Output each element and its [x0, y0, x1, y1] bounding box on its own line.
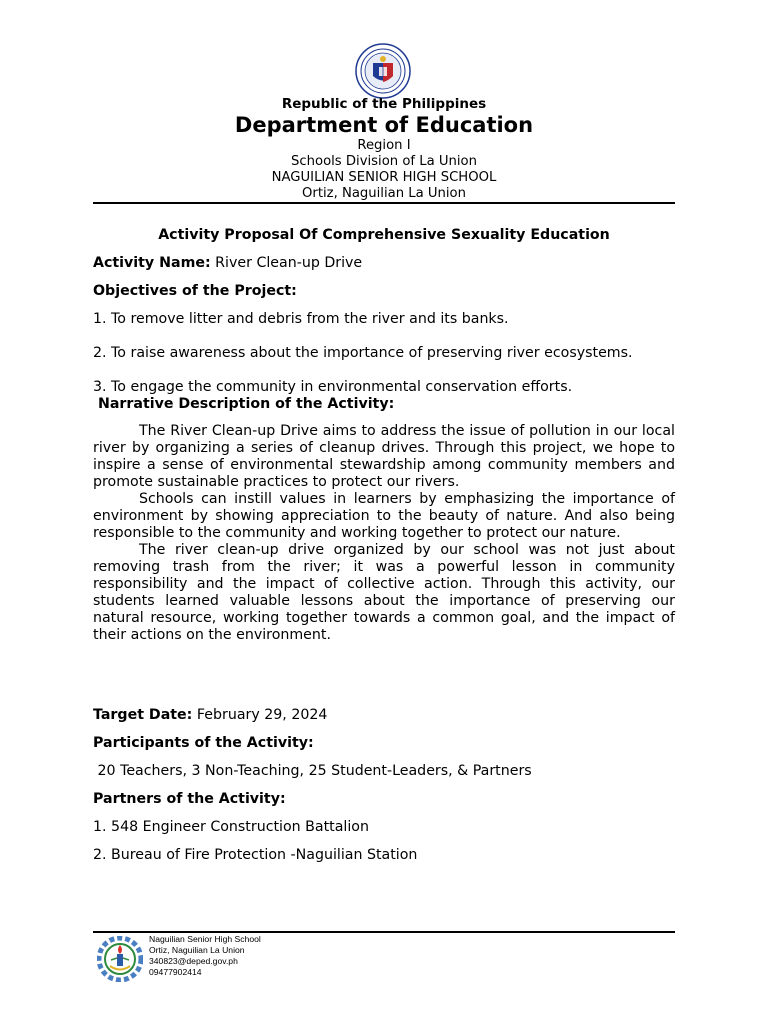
objective-item: 3. To engage the community in environmental conservation efforts.	[93, 379, 573, 395]
narrative-paragraph: Schools can instill values in learners by emphasizing the importance of environment by showing appreciation to the beauty of nature. And also being responsible to the community and working together to protect our nature.	[93, 491, 675, 541]
footer-school: Naguilian Senior High School	[149, 934, 261, 944]
header-divider	[93, 202, 675, 204]
footer-divider	[93, 931, 675, 933]
target-date-value: February 29, 2024	[196, 707, 328, 723]
narrative-heading: Narrative Description of the Activity:	[93, 396, 395, 412]
footer-address: Ortiz, Naguilian La Union	[149, 945, 245, 955]
participants-value: 20 Teachers, 3 Non-Teaching, 25 Student-Leaders, & Partners	[93, 763, 532, 779]
school-line: NAGUILIAN SENIOR HIGH SCHOOL	[271, 170, 497, 185]
department-heading: Department of Education	[234, 113, 534, 137]
school-logo-icon	[97, 936, 143, 982]
address-line: Ortiz, Naguilian La Union	[302, 186, 466, 201]
partner-item: 2. Bureau of Fire Protection -Naguilian Station	[93, 847, 418, 863]
target-date-label: Target Date:	[93, 707, 193, 723]
footer-phone: 09477902414	[149, 967, 202, 977]
document-title: Activity Proposal Of Comprehensive Sexuality Education	[158, 227, 610, 243]
narrative-paragraph: The River Clean-up Drive aims to address the issue of pollution in our local river by organizing a series of cleanup drives. Through this project, we hope to inspire a sense of environmental stewardship among community members and promote sustainable practices to protect our rivers.	[93, 423, 675, 490]
footer-contact	[149, 934, 261, 978]
partner-item: 1. 548 Engineer Construction Battalion	[93, 819, 369, 835]
region-line: Region I	[357, 138, 411, 153]
activity-name-value: River Clean-up Drive	[215, 255, 363, 271]
target-date-row	[93, 707, 675, 724]
footer-email: 340823@deped.gov.ph	[149, 956, 238, 966]
objectives-heading: Objectives of the Project:	[93, 283, 297, 299]
division-line: Schools Division of La Union	[291, 154, 477, 169]
republic-heading: Republic of the Philippines	[281, 96, 487, 112]
narrative-body	[93, 423, 675, 644]
deped-seal-icon	[355, 43, 411, 99]
partners-heading: Partners of the Activity:	[93, 791, 286, 807]
participants-heading: Participants of the Activity:	[93, 735, 314, 751]
objective-item: 2. To raise awareness about the importance of preserving river ecosystems.	[93, 345, 633, 361]
activity-name-label: Activity Name:	[93, 255, 211, 271]
activity-name-row	[93, 255, 675, 272]
objective-item: 1. To remove litter and debris from the river and its banks.	[93, 311, 509, 327]
narrative-paragraph: The river clean-up drive organized by our school was not just about removing trash from the river; it was a powerful lesson in community responsibility and the impact of collective action. Through this activity, our students learned valuable lessons about the importance of preserving our natural resource, working together towards a common goal, and the impact of their actions on the environment.	[93, 542, 675, 643]
